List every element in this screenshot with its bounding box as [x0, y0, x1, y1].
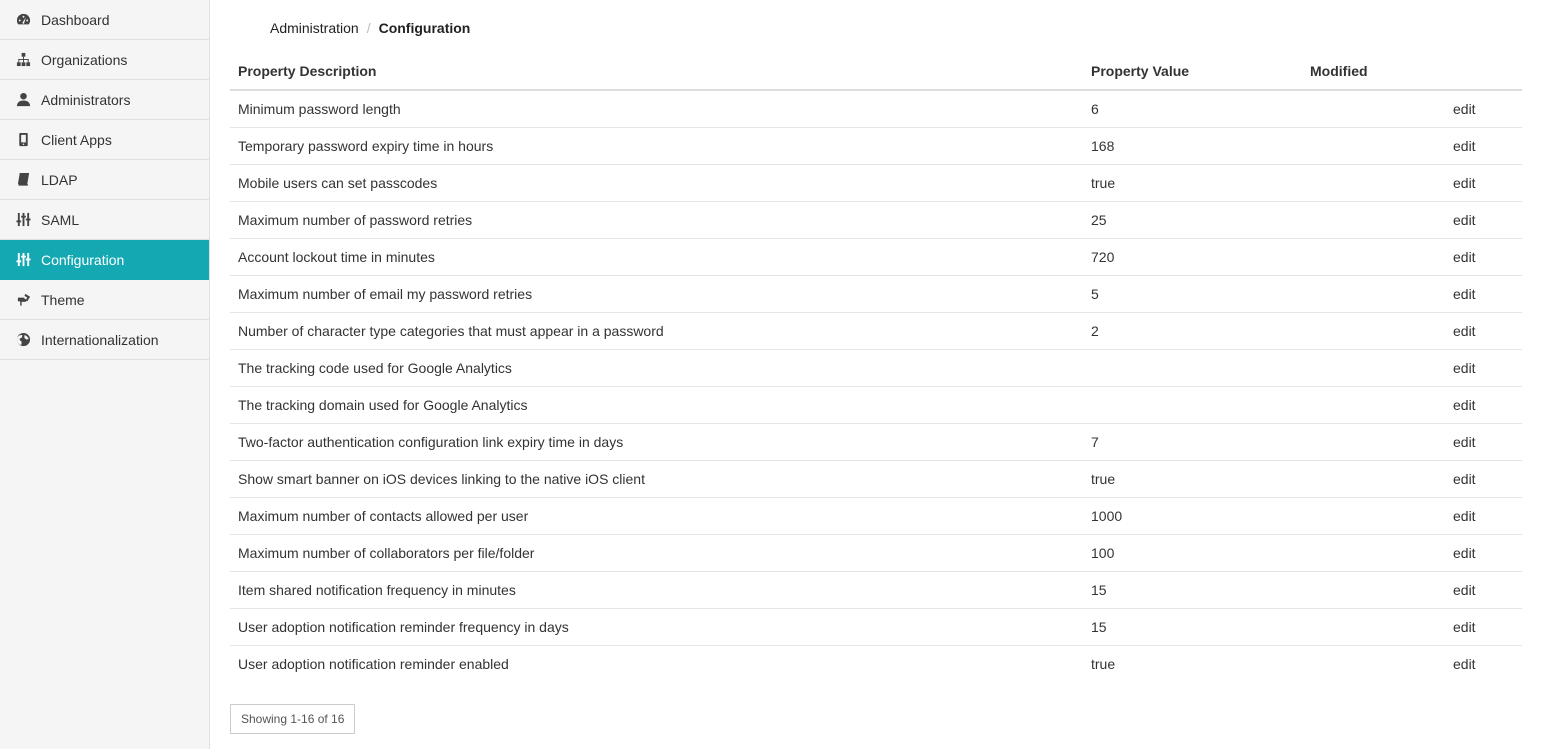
cell-value: 15 [1083, 572, 1302, 609]
breadcrumb-separator: / [366, 20, 371, 36]
edit-link[interactable]: edit [1453, 360, 1476, 376]
sidebar-item-label: Client Apps [41, 131, 112, 148]
table-row [230, 128, 1522, 165]
cell-modified [1302, 128, 1445, 165]
cell-actions [1445, 646, 1522, 683]
table-row [230, 572, 1522, 609]
cell-actions [1445, 535, 1522, 572]
cell-value: 2 [1083, 313, 1302, 350]
cell-modified [1302, 202, 1445, 239]
header-property-value[interactable]: Property Value [1083, 53, 1302, 90]
cell-description: Show smart banner on iOS devices linking to the native iOS client [230, 461, 1083, 498]
header-modified[interactable]: Modified [1302, 53, 1445, 90]
globe-icon [15, 332, 31, 348]
sitemap-icon [15, 52, 31, 68]
cell-modified [1302, 239, 1445, 276]
cell-description: Two-factor authentication configuration link expiry time in days [230, 424, 1083, 461]
sidebar-item-administrators[interactable] [0, 80, 209, 120]
edit-link[interactable]: edit [1453, 286, 1476, 302]
cell-actions [1445, 165, 1522, 202]
breadcrumb-current: Configuration [378, 20, 471, 36]
edit-link[interactable]: edit [1453, 619, 1476, 635]
sidebar-item-client-apps[interactable] [0, 120, 209, 160]
cell-actions [1445, 424, 1522, 461]
table-row [230, 609, 1522, 646]
table-row [230, 535, 1522, 572]
cell-modified [1302, 90, 1445, 128]
cell-description: User adoption notification reminder enabled [238, 656, 509, 672]
cell-description: Maximum number of contacts allowed per user [230, 498, 1083, 535]
edit-link[interactable]: edit [1453, 138, 1476, 154]
edit-link[interactable]: edit [1453, 249, 1476, 265]
sliders-icon [15, 252, 31, 268]
cell-actions [1445, 498, 1522, 535]
pagination-status: Showing 1-16 of 16 [230, 704, 355, 734]
edit-link[interactable]: edit [1453, 397, 1476, 413]
cell-actions [1445, 202, 1522, 239]
cell-value: 1000 [1083, 498, 1302, 535]
cell-value: 100 [1083, 535, 1302, 572]
cell-actions [1445, 609, 1522, 646]
table-row [230, 424, 1522, 461]
cell-value: true [1083, 165, 1302, 202]
header-property-description[interactable]: Property Description [230, 53, 1083, 90]
cell-actions [1445, 276, 1522, 313]
sidebar-item-label: Dashboard [41, 11, 110, 28]
edit-link[interactable]: edit [1453, 101, 1476, 117]
edit-link[interactable]: edit [1453, 508, 1476, 524]
cell-actions [1445, 90, 1522, 128]
sidebar-item-ldap[interactable] [0, 160, 209, 200]
cell-modified [1302, 609, 1445, 646]
cell-value: 7 [1083, 424, 1302, 461]
table-body [230, 90, 1522, 682]
cell-modified [1302, 535, 1445, 572]
cell-actions [1445, 461, 1522, 498]
cell-description: User adoption notification reminder frequency in days [230, 609, 1083, 646]
edit-link[interactable]: edit [1453, 582, 1476, 598]
paint-icon [15, 292, 31, 308]
sidebar-item-label: Administrators [41, 91, 131, 108]
sidebar-item-internationalization[interactable] [0, 320, 209, 360]
cell-description: Maximum number of collaborators per file/folder [230, 535, 1083, 572]
edit-link[interactable]: edit [1453, 656, 1476, 672]
table-row [230, 646, 1522, 683]
table-header-row [230, 53, 1522, 90]
header-actions [1445, 53, 1522, 90]
cell-modified [1302, 313, 1445, 350]
cell-actions [1445, 350, 1522, 387]
sidebar-item-label: Organizations [41, 51, 128, 68]
cell-value [1083, 387, 1302, 424]
table-row [230, 498, 1522, 535]
cell-modified [1302, 646, 1445, 683]
cell-value: true [1091, 656, 1116, 672]
table-row [230, 350, 1522, 387]
sidebar-item-label: LDAP [41, 171, 78, 188]
cell-description: Temporary password expiry time in hours [230, 128, 1083, 165]
sidebar-item-label: Configuration [41, 251, 125, 268]
cell-modified [1302, 424, 1445, 461]
cell-modified [1302, 276, 1445, 313]
edit-link[interactable]: edit [1453, 175, 1476, 191]
sidebar-item-label: Theme [41, 291, 85, 308]
cell-value [1083, 350, 1302, 387]
cell-value: 15 [1083, 609, 1302, 646]
cell-value: 5 [1083, 276, 1302, 313]
cell-actions [1445, 572, 1522, 609]
book-icon [15, 172, 31, 188]
cell-description: Item shared notification frequency in minutes [230, 572, 1083, 609]
sidebar-item-label: Internationalization [41, 331, 159, 348]
cell-modified [1302, 461, 1445, 498]
sidebar-item-theme[interactable] [0, 280, 209, 320]
table-row [230, 202, 1522, 239]
cell-value: 720 [1083, 239, 1302, 276]
table-row [230, 165, 1522, 202]
cell-modified [1302, 350, 1445, 387]
table-row [230, 387, 1522, 424]
cell-actions [1445, 313, 1522, 350]
configuration-table [230, 53, 1522, 682]
cell-modified [1302, 387, 1445, 424]
cell-modified [1302, 498, 1445, 535]
dashboard-icon [15, 12, 31, 28]
cell-description: The tracking domain used for Google Analytics [230, 387, 1083, 424]
cell-value: 25 [1083, 202, 1302, 239]
sidebar-item-configuration[interactable] [0, 240, 209, 280]
cell-value: 168 [1083, 128, 1302, 165]
cell-description: Mobile users can set passcodes [230, 165, 1083, 202]
cell-value: 6 [1083, 90, 1302, 128]
cell-description: Account lockout time in minutes [230, 239, 1083, 276]
table-row [230, 313, 1522, 350]
cell-description: Number of character type categories that must appear in a password [230, 313, 1083, 350]
sidebar-item-dashboard[interactable] [0, 0, 209, 40]
cell-description: Maximum number of password retries [230, 202, 1083, 239]
edit-link[interactable]: edit [1453, 471, 1476, 487]
edit-link[interactable]: edit [1453, 545, 1476, 561]
cell-actions [1445, 128, 1522, 165]
cell-description: Maximum number of email my password retries [230, 276, 1083, 313]
cell-description: The tracking code used for Google Analytics [230, 350, 1083, 387]
cell-actions [1445, 387, 1522, 424]
cell-modified [1302, 165, 1445, 202]
cell-actions [1445, 239, 1522, 276]
edit-link[interactable]: edit [1453, 212, 1476, 228]
cell-modified [1302, 572, 1445, 609]
sidebar [0, 0, 210, 749]
table-row [230, 461, 1522, 498]
table-row [230, 90, 1522, 128]
sidebar-item-label: SAML [41, 211, 80, 228]
breadcrumb [270, 20, 470, 36]
table-row [230, 276, 1522, 313]
sliders-icon [15, 212, 31, 228]
cell-value: true [1083, 461, 1302, 498]
breadcrumb-parent[interactable]: Administration [270, 20, 359, 36]
sidebar-item-organizations[interactable] [0, 40, 209, 80]
edit-link[interactable]: edit [1453, 434, 1476, 450]
user-icon [15, 92, 31, 108]
cell-description: Minimum password length [230, 90, 1083, 128]
sidebar-item-saml[interactable] [0, 200, 209, 240]
mobile-icon [15, 132, 31, 148]
edit-link[interactable]: edit [1453, 323, 1476, 339]
table-row [230, 239, 1522, 276]
